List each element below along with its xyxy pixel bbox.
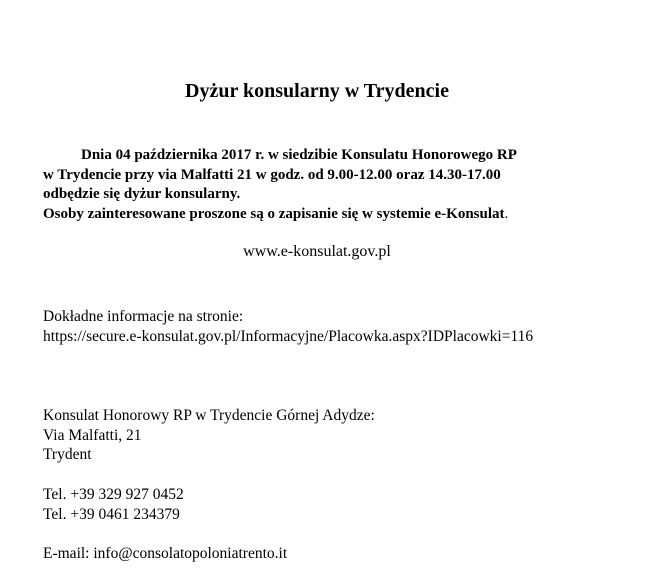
email-section <box>43 544 287 564</box>
consulate-name: Konsulat Honorowy RP w Trydencie Górnej Adydze: <box>43 407 375 424</box>
announcement-line-3: odbędzie się dyżur konsularny. <box>43 186 241 202</box>
consulate-city: Trydent <box>43 446 92 463</box>
address-section <box>43 406 375 465</box>
announcement-line-2: w Trydencie przy via Malfatti 21 w godz. od 9.00-12.00 oraz 14.30-17.00 <box>43 166 501 183</box>
announcement-line-4-text: Osoby zainteresowane proszone są o zapisanie się w systemie e-Konsulat <box>43 205 505 222</box>
announcement-line-4 <box>43 205 603 225</box>
info-url-link[interactable]: https://secure.e-konsulat.gov.pl/Informacyjne/Placowka.aspx?IDPlacowki=116 <box>43 327 534 345</box>
phone-section <box>43 485 184 524</box>
announcement-paragraph <box>43 146 603 224</box>
announcement-line-4-end: . <box>504 205 509 222</box>
info-label: Dokładne informacje na stronie: <box>43 308 244 325</box>
phone-2: Tel. +39 0461 234379 <box>43 505 180 523</box>
phone-1: Tel. +39 329 927 0452 <box>43 486 184 503</box>
info-section <box>43 307 533 346</box>
email-address[interactable]: E-mail: info@consolatopoloniatrento.it <box>43 545 288 562</box>
consulate-street: Via Malfatti, 21 <box>43 426 142 444</box>
website-link[interactable]: www.e-konsulat.gov.pl <box>243 243 391 260</box>
announcement-line-1: Dnia 04 października 2017 r. w siedzibie Konsulatu Honorowego RP <box>81 147 517 163</box>
page-title: Dyżur konsularny w Trydencie <box>185 80 449 102</box>
